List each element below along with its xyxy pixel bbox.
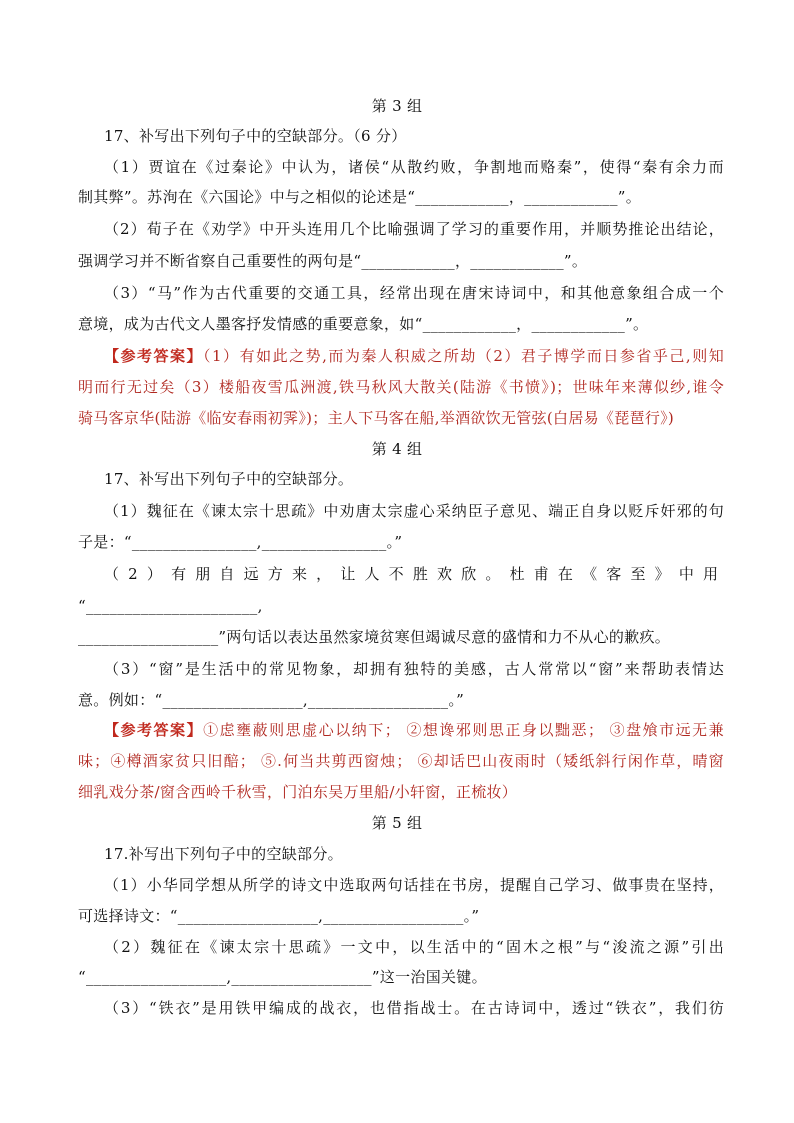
question-stem: 17、补写出下列句子中的空缺部分。 [104,470,354,488]
group-heading: 第 5 组 [371,814,423,832]
question-item-cont: 意。例如：“__________________,__________________。” [78,691,465,709]
question-item-cont: 强调学习并不断省察自己重要性的两句是“____________，____________”。 [78,252,588,270]
question-item: （2）有朋自远方来，让人不胜欢欣。杜甫在《客至》中用 [104,565,724,583]
question-stem: 17.补写出下列句子中的空缺部分。 [104,845,343,863]
answer-line [104,720,724,740]
answer-text: （1）有如此之势,而为秦人积威之所劫（2）君子博学而日参省乎己,则知 [203,347,724,365]
question-item-cont: __________________”两句话以表达虽然家境贫寒但竭诚尽意的盛情和力不从心的歉疚。 [78,628,671,646]
question-item: （3）“马”作为古代重要的交通工具，经常出现在唐宋诗词中，和其他意象组合成一个 [104,284,724,302]
group-heading: 第 4 组 [371,440,423,458]
question-item: （3）“窗”是生活中的常见物象，却拥有独特的美感，古人常常以“窗”来帮助表情达 [104,660,724,678]
question-item-cont: 制其弊”。苏洵在《六国论》中与之相似的论述是“____________，____________”。 [78,188,642,206]
question-item-cont: “______________________, [78,597,263,615]
question-stem: 17、补写出下列句子中的空缺部分。（6 分） [104,127,407,145]
answer-text: ①虑壅蔽则思虚心以纳下； ②想谗邪则思正身以黜恶； ③盘飧市远无兼 [203,721,724,739]
question-item: （1）贾谊在《过秦论》中认为，诸侯“从散约败，争割地而赂秦”，使得“秦有余力而 [104,158,724,176]
question-item: （1）魏征在《谏太宗十思疏》中劝唐太宗虚心采纳臣子意见、端正自身以贬斥奸邪的句 [104,502,724,520]
question-item: （2）荀子在《劝学》中开头连用几个比喻强调了学习的重要作用，并顺势推论出结论， [104,220,724,238]
question-item-cont: “__________________,__________________”这一治国关键。 [78,968,487,986]
answer-line: 骑马客京华(陆游《临安春雨初霁》)；主人下马客在船,举酒欲饮无管弦(白居易《琵琶行》) [78,409,675,427]
answer-line: 明而行无过矣（3）楼船夜雪瓜洲渡,铁马秋风大散关(陆游《书愤》)；世味年来薄似纱,谁令 [78,378,724,396]
question-item-cont: 可选择诗文：“__________________,__________________。” [78,907,480,925]
answer-label: 【参考答案】 [104,721,204,739]
question-item-cont: 子是：“________________,________________。” [78,533,403,551]
group-heading: 第 3 组 [371,97,423,115]
question-item-cont: 意境，成为古代文人墨客抒发情感的重要意象，如“____________，____________”。 [78,315,649,333]
answer-line: 味；④樽酒家贫只旧醅； ⑤.何当共剪西窗烛； ⑥却话巴山夜雨时（矮纸斜行闲作草，晴窗 [78,752,724,770]
question-item: （1）小华同学想从所学的诗文中选取两句话挂在书房，提醒自己学习、做事贵在坚持， [104,876,724,894]
answer-line [104,346,724,366]
question-item: （3）“铁衣”是用铁甲编成的战衣，也借指战士。在古诗词中，透过“铁衣”，我们彷 [104,999,724,1017]
question-item: （2）魏征在《谏太宗十思疏》一文中，以生活中的“固木之根”与“浚流之源”引出 [104,938,724,956]
answer-line: 细乳戏分茶/窗含西岭千秋雪，门泊东吴万里船/小轩窗，正梳妆） [78,783,518,801]
answer-label: 【参考答案】 [104,347,204,365]
